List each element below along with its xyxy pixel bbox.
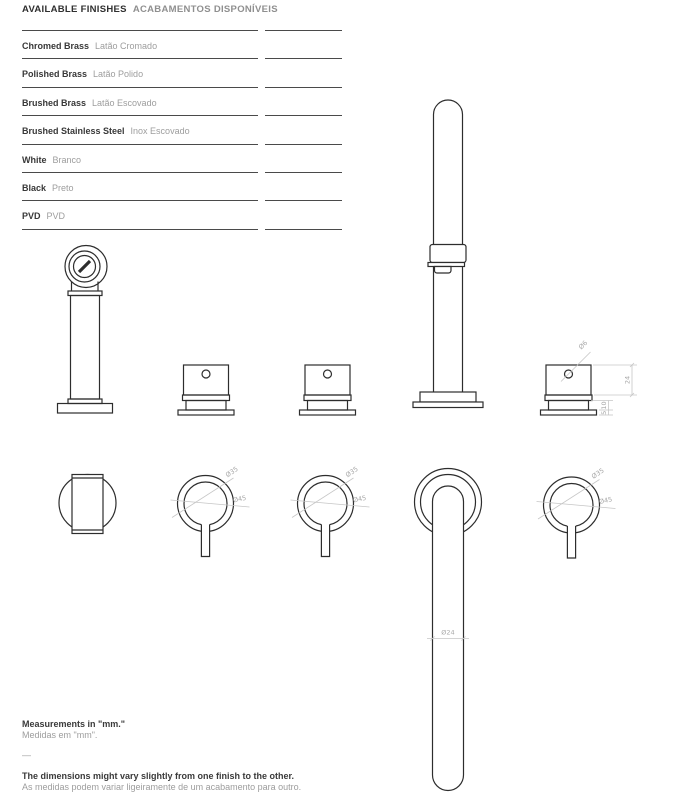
holder-top-drawing bbox=[59, 475, 116, 534]
holder-side-drawing bbox=[58, 246, 113, 414]
page-title-pt: ACABAMENTOS DISPONÍVEIS bbox=[132, 4, 278, 15]
finish-name-pt: Preto bbox=[52, 182, 74, 193]
finish-name-pt: Latão Cromado bbox=[95, 41, 158, 51]
handle-top-drawing-3 bbox=[544, 477, 600, 558]
dimension-variance-note-pt: As medidas podem variar ligeiramente de um acabamento para outro. bbox=[22, 782, 302, 792]
dimension-variance-note-en: The dimensions might vary slightly from one finish to the other. bbox=[22, 771, 295, 781]
footer-divider: — bbox=[22, 750, 31, 760]
handle-side-drawing-2 bbox=[300, 365, 356, 415]
page-title-en: AVAILABLE FINISHES bbox=[22, 4, 127, 15]
finish-name-en: White bbox=[22, 154, 47, 165]
finish-name-en: Black bbox=[22, 182, 47, 193]
handle-side-drawing-3 bbox=[541, 365, 597, 415]
finish-name-en: PVD bbox=[22, 211, 41, 222]
screw-slot-icon bbox=[79, 261, 90, 272]
measurements-note-pt: Medidas em "mm". bbox=[22, 730, 98, 740]
finish-name-pt: PVD bbox=[46, 211, 66, 222]
dim-label-flange-height: 5 bbox=[600, 410, 608, 415]
finish-name-en: Polished Brass bbox=[22, 69, 88, 80]
spout-top-drawing bbox=[415, 469, 482, 791]
handle-top-dimensions-2 bbox=[291, 465, 370, 518]
measurements-note-en: Measurements in "mm." bbox=[22, 719, 126, 729]
finish-name-en: Brushed Brass bbox=[22, 97, 87, 108]
handle-top-dimensions-3 bbox=[537, 466, 616, 519]
handle-top-dimensions-1 bbox=[171, 465, 250, 518]
handle-dimension-annotations bbox=[561, 339, 637, 415]
dim-label-hole-diameter: Ø6 bbox=[576, 338, 590, 352]
finish-name-en: Brushed Stainless Steel bbox=[22, 126, 125, 137]
finish-name-pt: Branco bbox=[52, 154, 82, 165]
footer-notes bbox=[22, 719, 301, 793]
handle-side-drawing-1 bbox=[178, 365, 234, 415]
dim-label-base-height: 10 bbox=[600, 401, 608, 410]
finish-name-pt: Latão Polido bbox=[93, 69, 144, 80]
finish-name-pt: Latão Escovado bbox=[92, 97, 157, 108]
handle-top-drawing-1 bbox=[178, 476, 234, 557]
dim-label-handle-height: 24 bbox=[623, 375, 632, 385]
handle-top-drawing-2 bbox=[298, 476, 354, 557]
finish-name-pt: Inox Escovado bbox=[130, 126, 190, 137]
dim-label-tube-diameter: Ø24 bbox=[441, 628, 455, 637]
spout-side-drawing bbox=[413, 100, 483, 408]
finish-name-en: Chromed Brass bbox=[22, 41, 90, 51]
